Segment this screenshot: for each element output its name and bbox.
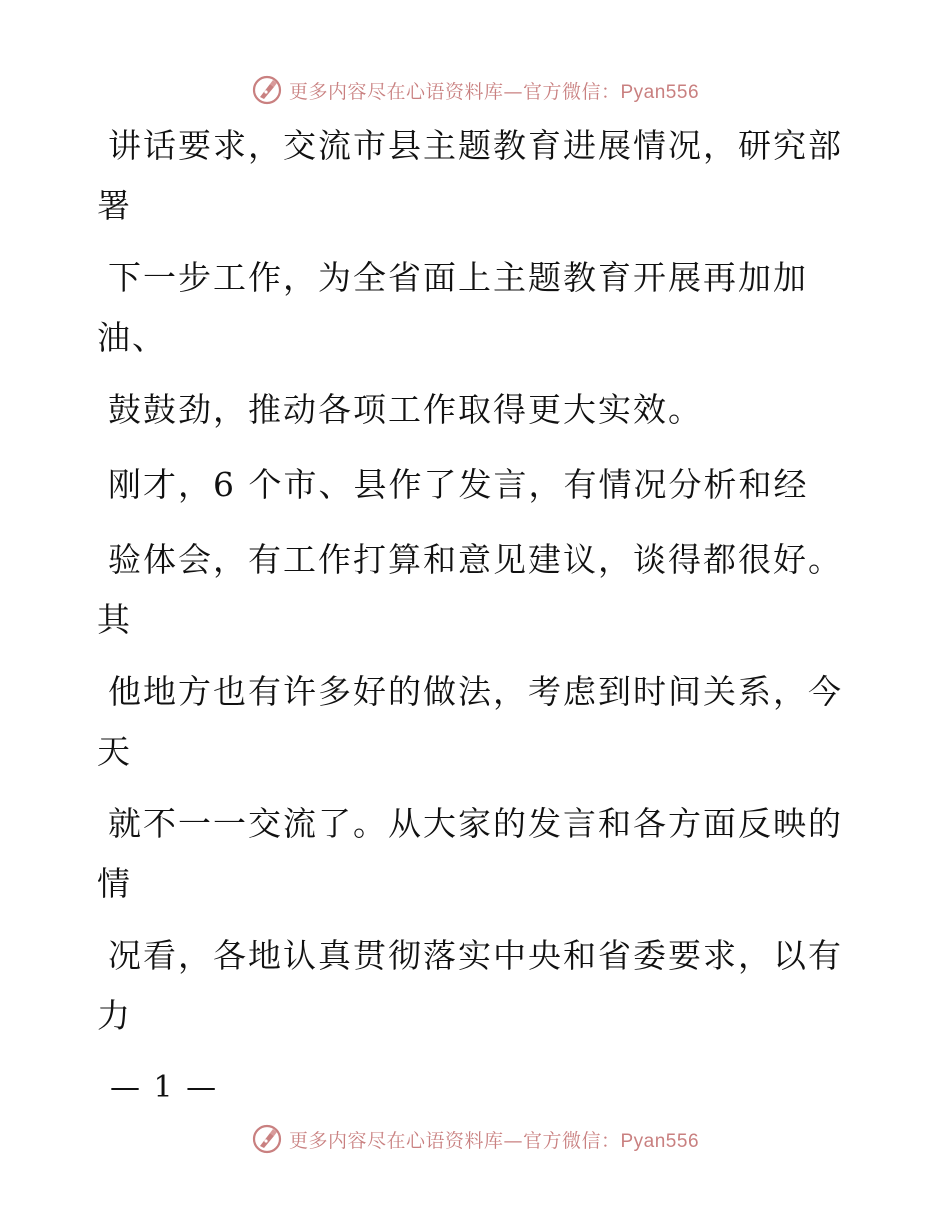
body-line: 其: [97, 600, 132, 639]
watermark-text: 更多内容尽在心语资料库—官方微信：Pyan556: [288, 1129, 700, 1152]
body-line: 鼓鼓劲，推动各项工作取得更大实效。: [108, 390, 703, 429]
watermark-account: Pyan556: [620, 81, 700, 103]
watermark-text: 更多内容尽在心语资料库—官方微信：Pyan556: [288, 80, 700, 103]
page-number: — 1 —: [110, 1070, 219, 1105]
footer-watermark: [0, 1121, 950, 1157]
body-line: 署: [97, 186, 132, 225]
body-line: 油、: [97, 318, 167, 357]
body-line: 他地方也有许多好的做法，考虑到时间关系，今: [108, 672, 843, 711]
body-line: 下一步工作，为全省面上主题教育开展再加加: [108, 258, 808, 297]
body-line: 天: [97, 732, 132, 771]
body-line: 力: [97, 996, 132, 1035]
pen-nib-circle-icon: [251, 74, 283, 106]
header-watermark: [0, 72, 950, 108]
watermark-account: Pyan556: [620, 1130, 700, 1152]
body-line: 刚才，6 个市、县作了发言，有情况分析和经: [108, 465, 809, 504]
body-line: 讲话要求，交流市县主题教育进展情况，研究部: [108, 126, 843, 165]
body-line: 就不一一交流了。从大家的发言和各方面反映的: [108, 804, 843, 843]
pen-nib-circle-icon: [251, 1123, 283, 1155]
body-line: 验体会，有工作打算和意见建议，谈得都很好。: [108, 540, 843, 579]
body-line: 情: [97, 864, 132, 903]
body-line: 况看，各地认真贯彻落实中央和省委要求，以有: [108, 936, 843, 975]
